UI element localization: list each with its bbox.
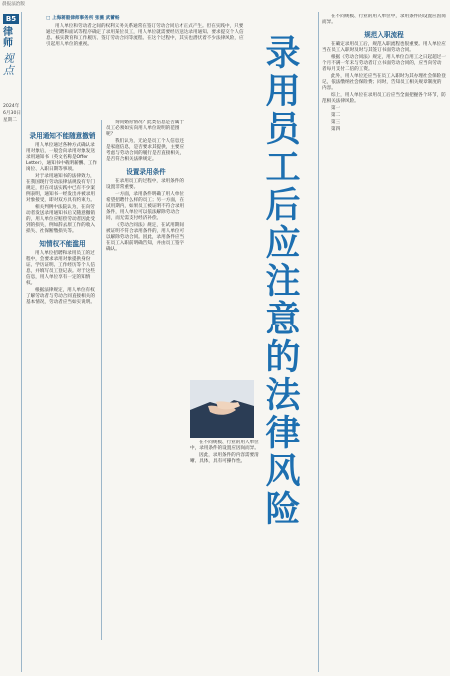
date-year: 2024年 [3,104,20,109]
col2-p2: 我们认为，无论是员工个人信息还是家庭信息，是否要求其提供，主要应考虑与劳动合同的履行是否直接相关，是否符合相关法律规定。 [106,139,185,162]
section-2-p1: 用人单位招聘和录用员工的过程中，会要求录用对象提供身份证、学历证明、工作经历等个人信息，并填写员工登记表。对于这些信息，用人单位享有一定的知情权。 [26,251,95,286]
section-4-p2: 根据《劳动合同法》规定，用人单位自用工之日起超过一个月不满一年未与劳动者订立书面劳动合同的，应当向劳动者每月支付二倍的工资。 [322,55,446,72]
column-right [322,14,446,664]
sidebar-rule [21,12,22,672]
section-name: 律师 [3,27,13,49]
col-rule-1 [101,120,102,640]
col3-p1: 在不同规模、行业的用人单位中，录用条件的设置应因岗而异。 [190,440,259,451]
section-4-title: 规范入职流程 [364,31,404,39]
byline-text: 上海蒋毅律师事务所 张薇 武蕾畅 [51,16,120,21]
section-3-p1: 在录用员工的过程中，录用条件的设置非常重要。 [106,179,184,190]
handshake-photo [190,380,254,438]
section-sub: 视点 [3,52,14,77]
section-4-p1: 在确定录用员工后，规范入职流程也很重要。用人单位应当在员工入职时及时与其签订书面劳动合同。 [322,42,446,53]
byline [46,16,119,22]
section-1-p2: 对于录用通知书的法律效力，在我国现行劳动法律法规没有专门规定，但在司法实践中已有不少案例表明，通知书一经发出并被录用对象接受，即对双方具有约束力。 [26,174,95,203]
section-4-p3: 此外，用人单位还应当在员工入职时为其办理社会保险登记，依法缴纳社会保险费；同时，告知员工相关规章制度的内容。 [322,74,446,91]
column-3 [190,440,260,640]
byline-square-icon: □ [46,16,51,21]
headline [255,35,311,529]
right-p1: 在不同规模、行业的用人单位中，录用条件的设置应因岗而异。 [322,14,446,25]
section-3-p2: 一方面，录用条件明确了用人单位希望招聘什么样的员工；另一方面，在试用期内，如果员工被证明不符合录用条件，用人单位可以依法解除劳动合同，而无需支付经济补偿。 [106,192,185,221]
section-3-title: 设置录用条件 [126,168,166,176]
column-2 [106,120,186,640]
section-1-p1: 用人单位通过各种方式确认录用对象后，一般会向录用对象发送录用通知书（英文名称是Offer Letter），通知书中载明薪酬、工作岗位、入职日期等事项。 [26,143,98,172]
mini-banner: 晨报法治版 [2,2,25,7]
section-2-title: 知情权不能滥用 [39,240,86,248]
footer-item-3: 第三 [331,120,341,125]
col3-p2: 因此，录用条件的内容需要清晰、具体，具有可操作性。 [190,453,259,464]
section-1-p3: 相关判例中法院认为，在向劳动者发送录用通知书后又随意撤销的，用人单位应赔偿劳动者因此受到的损失，例如辞去原工作的收入损失、社保断缴损失等。 [26,205,95,234]
section-3-p3: 《劳动合同法》规定，在试用期间被证明不符合录用条件的，用人单位可以解除劳动合同。因此，录用条件应当在员工入职前明确告知，并由员工签字确认。 [106,223,185,252]
section-1-title: 录用通知不能随意撤销 [29,132,96,140]
col-rule-2 [318,12,319,672]
col2-p1: 询问婚育情况？此类信息是否属于员工必须如实向用人单位说明的范围呢？ [106,120,184,137]
headline-text: 录用员工后应注意的法律风险 [265,33,301,530]
intro-paragraph: 用人单位和劳动者之间的权利义务关系通常在签订劳动合同后才正式产生。但在实践中，只要通过招聘和面试等程序确定了录用某位员工，用人单位就需要经历送达录用通知、要求提交个人信息、核实教育和工作履历、签订劳动合同等流程。在这个过程中，其实也潜伏着不少法律风险，应引起用人单位的重视。 [46,24,244,47]
section-code-badge: B5 [3,14,19,24]
date-week: 星期二 [3,118,17,123]
footer-item-1: 第一 [331,106,341,111]
footer-item-4: 第四 [331,127,341,132]
section-4-p4: 综上，用人单位在录用员工后应当全面把握各个环节，防范相关法律风险。 [322,93,446,104]
date-day: 6月30日 [3,111,21,116]
footer-item-2: 第二 [331,113,341,118]
section-2-p2: 根据法律规定，用人单位有权了解劳动者与劳动合同直接相关的基本情况，劳动者应当如实说明。 [26,288,95,305]
column-1 [26,127,99,647]
